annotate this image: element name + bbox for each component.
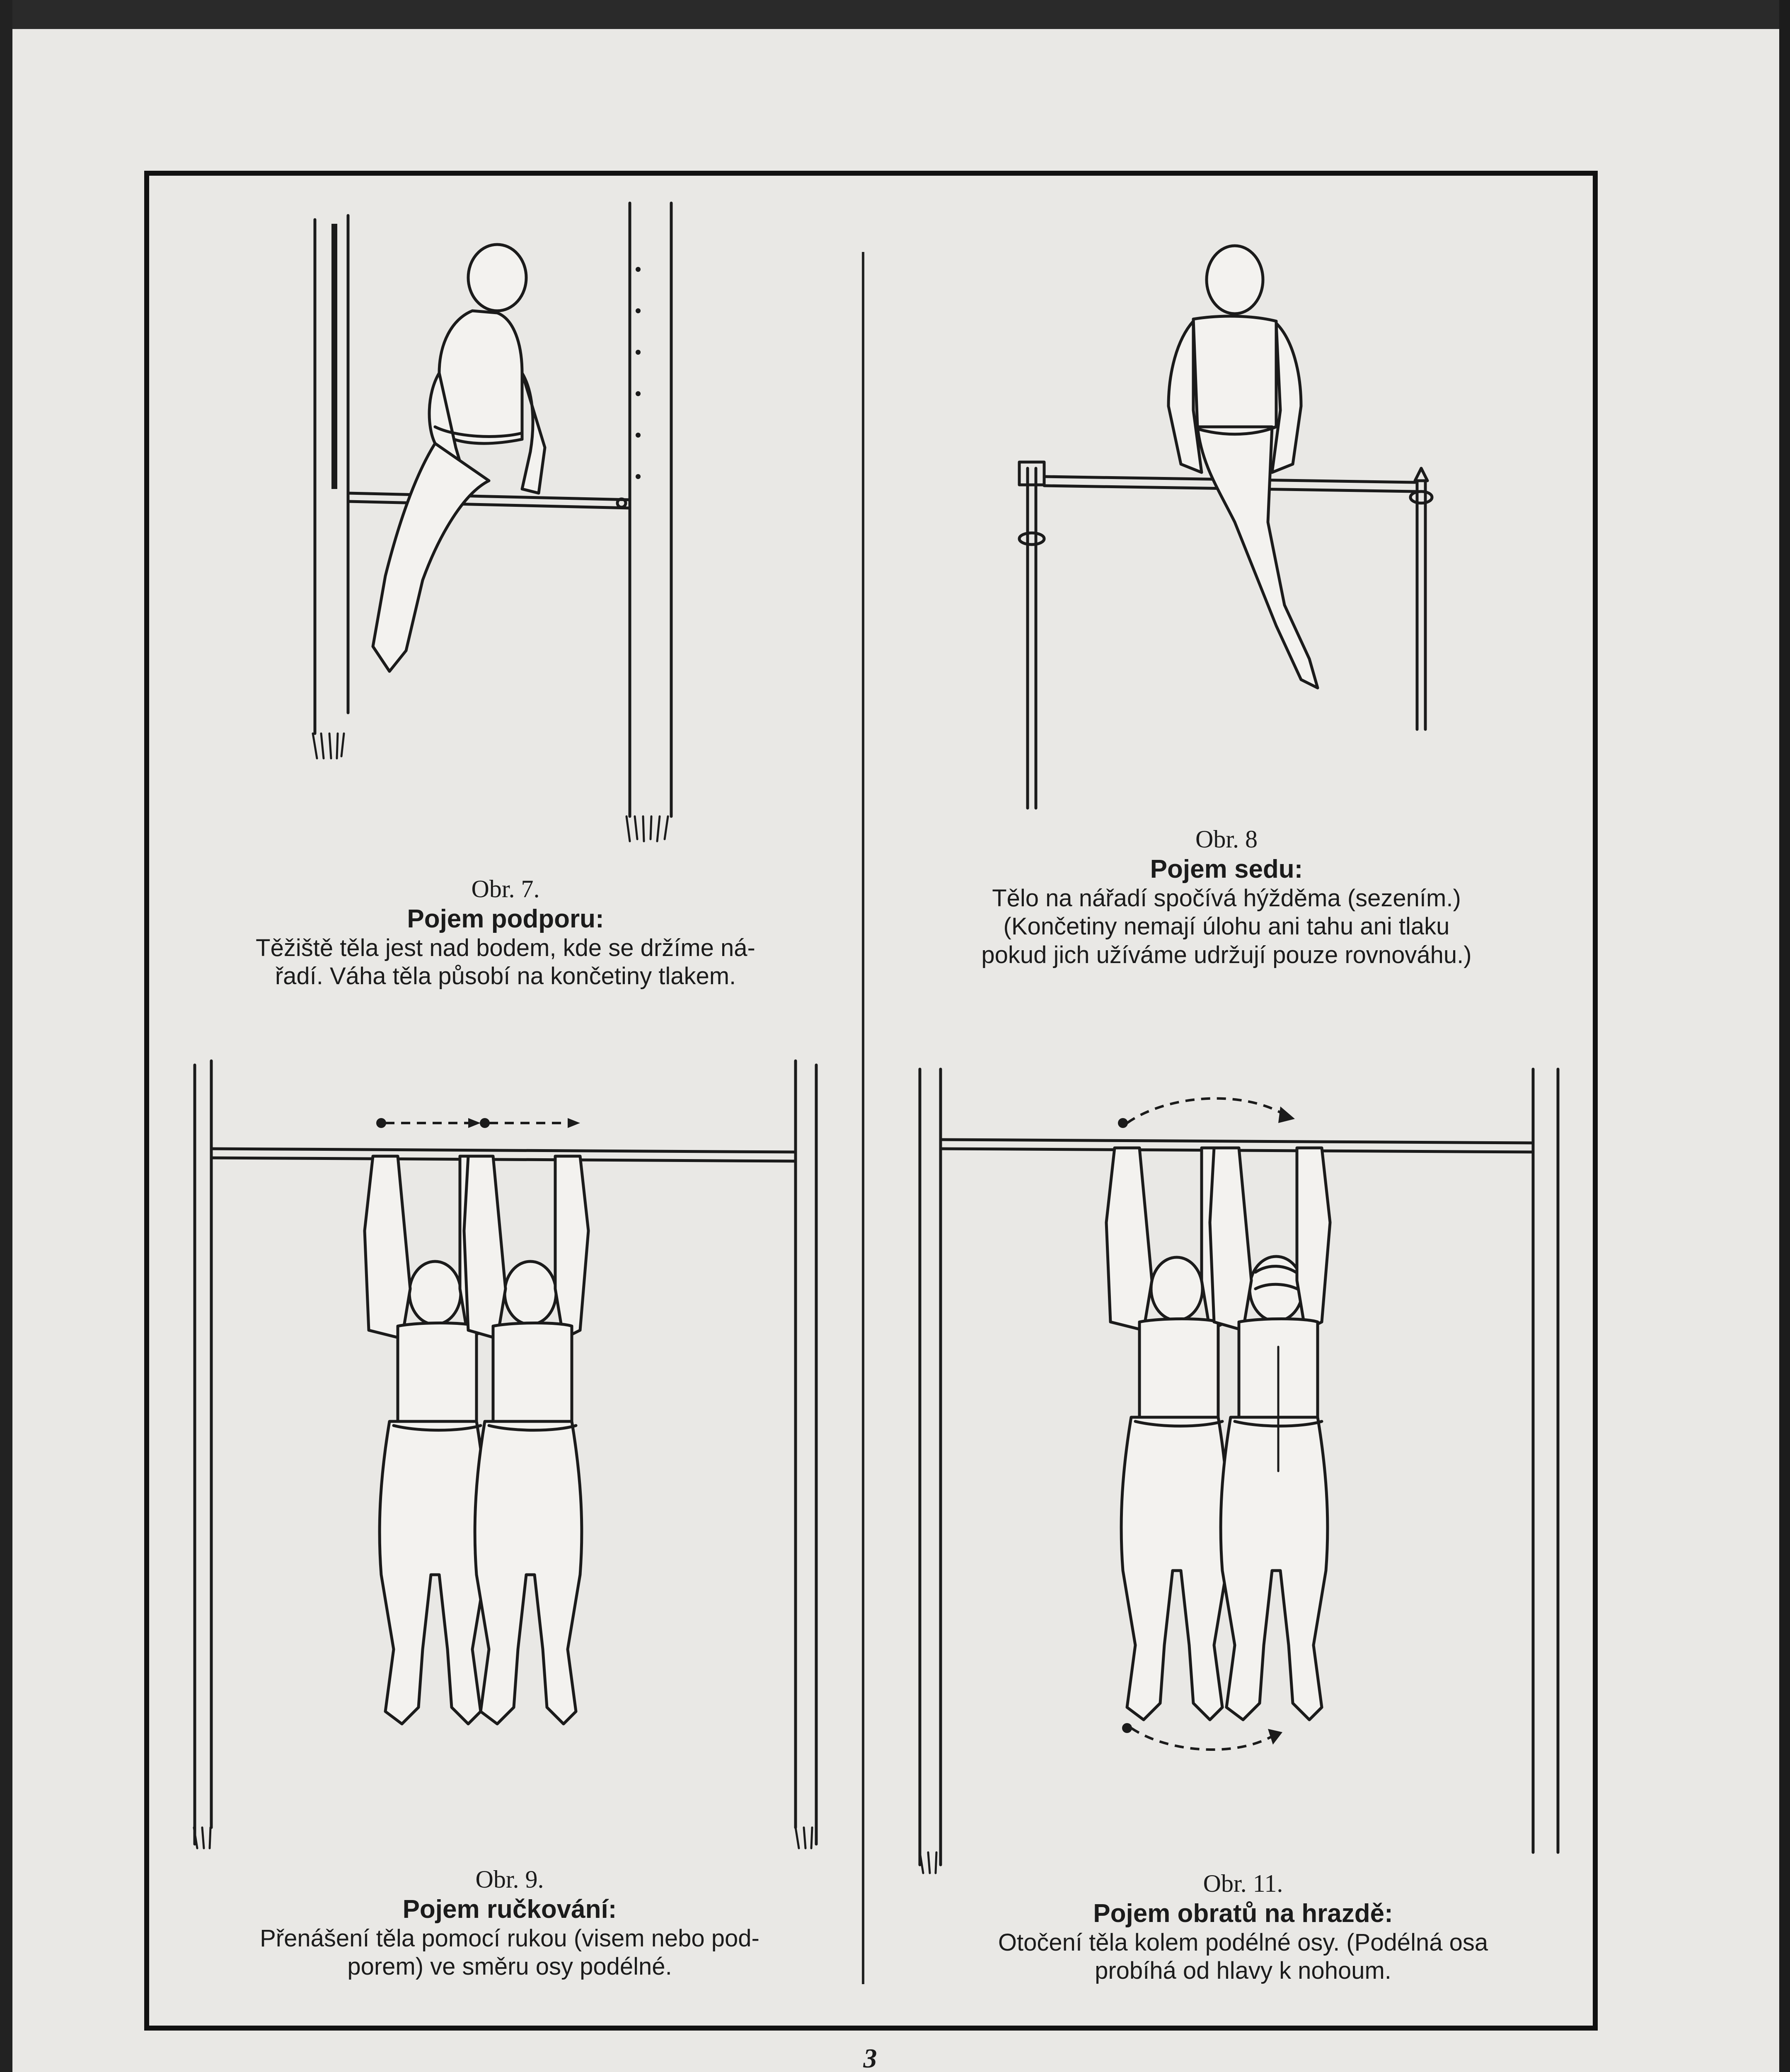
figure-8-heading: Pojem sedu: [1150, 854, 1303, 884]
column-divider [862, 252, 864, 1984]
scan-border-left [0, 0, 12, 2072]
scan-border-top [0, 0, 1790, 29]
figure-8-illustration [986, 232, 1467, 833]
figure-9-caption [203, 1865, 816, 1981]
figure-8-text-line-1: Tělo na nářadí spočívá hýžděma (sezením.) [992, 884, 1461, 912]
figure-11-text-line-2: probíhá od hlavy k nohoum. [1095, 1957, 1391, 1985]
figure-11-panel [912, 1057, 1575, 1985]
figure-11-text-line-1: Otočení těla kolem podélné osy. (Podélná osa [998, 1929, 1488, 1956]
figure-9-heading: Pojem ručkování: [402, 1895, 617, 1924]
figure-8-label: Obr. 8 [1195, 825, 1258, 853]
figure-11-illustration [912, 1057, 1575, 1886]
figure-9-panel [178, 1057, 833, 1980]
figure-9-text-line-2: porem) ve směru osy podélné. [347, 1953, 672, 1980]
figure-8-text-line-3: pokud jich užíváme udržují pouze rovnováhu.) [981, 941, 1472, 968]
scan-border-right [1779, 0, 1790, 2072]
figure-8-text-line-2: (Končetiny nemají úlohu ani tahu ani tlaku [1003, 913, 1450, 940]
figure-8-caption [936, 825, 1517, 969]
figure-7-caption [232, 874, 779, 991]
figure-11-label: Obr. 11. [1203, 1870, 1283, 1897]
figure-9-illustration [178, 1057, 833, 1865]
figure-7-text-line-2: řadí. Váha těla působí na končetiny tlakem. [275, 963, 736, 990]
figure-11-heading: Pojem obratů na hrazdě: [1093, 1899, 1393, 1928]
figure-11-caption [928, 1869, 1558, 1985]
figure-7-heading: Pojem podporu: [407, 904, 604, 933]
figure-8-panel [981, 232, 1472, 968]
figure-7-text-line-1: Těžiště těla jest nad bodem, kde se držíme ná- [256, 934, 755, 961]
figure-7-illustration [290, 195, 713, 858]
figure-9-text-line-1: Přenášení těla pomocí rukou (visem nebo pod- [260, 1924, 760, 1952]
page-number: 3 [863, 2043, 877, 2072]
figure-7-label: Obr. 7. [471, 875, 540, 903]
figure-7-panel [256, 195, 755, 990]
figure-9-label: Obr. 9. [475, 1866, 544, 1893]
